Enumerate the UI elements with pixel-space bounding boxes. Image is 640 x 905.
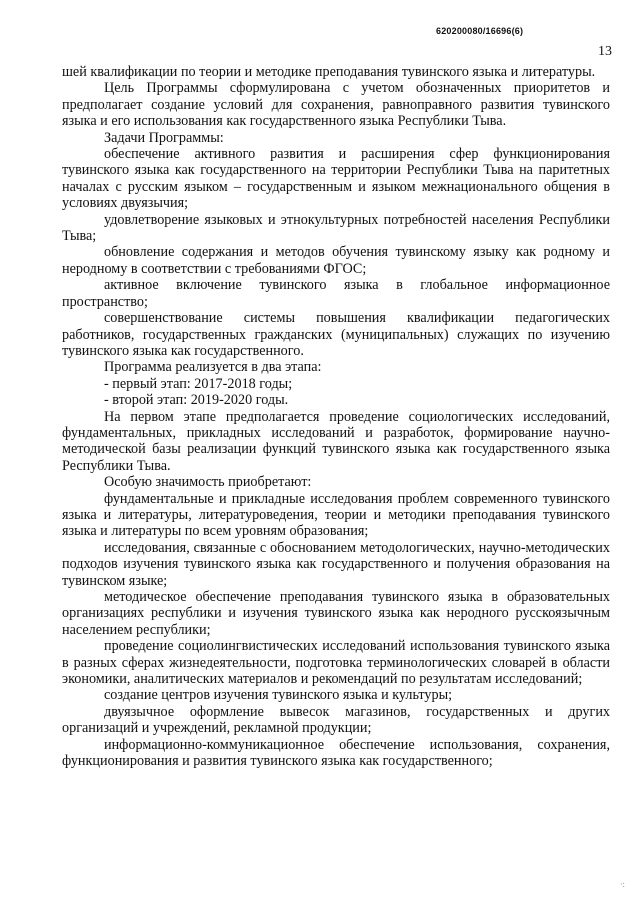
paragraph: На первом этапе предполагается проведение социологических исследований, фундаментальных, прикладных исследований и разработок, формирование научно-методической базы реализации функций тувинского языка как государственного языка Республики Тыва. — [62, 408, 610, 474]
paragraph: исследования, связанные с обоснованием методологических, научно-методических подходов изучения тувинского языка как государственного и получения образования на тувинском языке; — [62, 539, 610, 589]
paragraph: обновление содержания и методов обучения тувинскому языку как родному и неродному в соответствии с требованиями ФГОС; — [62, 244, 610, 277]
paragraph: Цель Программы сформулирована с учетом обозначенных приоритетов и предполагает создание условий для сохранения, равноправного развития тувинского языка и его использования как государственного языка Республики Тыва. — [62, 80, 610, 130]
paragraph: фундаментальные и прикладные исследования проблем современного тувинского языка и литературы, литературоведения, теории и методики преподавания тувинского языка и литературы по всем уровням образования; — [62, 490, 610, 540]
paragraph: обеспечение активного развития и расширения сфер функционирования тувинского языка как государственного на территории Республики Тыва на паритетных началах с русским языком – государственным и языком межнационального общения в условиях двуязычия; — [62, 146, 610, 212]
paragraph: - первый этап: 2017-2018 годы; — [104, 375, 293, 392]
paragraph: удовлетворение языковых и этнокультурных потребностей населения Республики Тыва; — [62, 211, 610, 245]
paragraph: двуязычное оформление вывесок магазинов, государственных и других организаций и учреждений, рекламной продукции; — [62, 703, 610, 737]
document-id: 620200080/16696(6) — [436, 26, 524, 36]
paragraph: шей квалификации по теории и методике преподавания тувинского языка и литературы. — [62, 64, 596, 80]
scan-artifact: ·: — [620, 880, 625, 889]
paragraph: активное включение тувинского языка в глобальное информационное пространство; — [62, 277, 610, 310]
paragraph: информационно-коммуникационное обеспечение использования, сохранения, функционирования и развития тувинского языка как государственного; — [62, 736, 610, 770]
paragraph: совершенствование системы повышения квалификации педагогических работников, государственных гражданских (муниципальных) служащих по изучению тувинского языка как государственного. — [62, 310, 610, 359]
paragraph: Особую значимость приобретают: — [104, 474, 312, 491]
document-body — [62, 64, 610, 769]
paragraph: Задачи Программы: — [104, 129, 224, 146]
paragraph: создание центров изучения тувинского языка и культуры; — [104, 687, 453, 704]
page-number: 13 — [598, 44, 612, 59]
paragraph: проведение социолингвистических исследований использования тувинского языка в разных сферах жизнедеятельности, подготовка терминологических словарей в области экономики, аналитических материалов и рекомендаций по результатам исследований; — [62, 638, 610, 688]
paragraph: методическое обеспечение преподавания тувинского языка в образовательных организациях республики и изучения тувинского языка как неродного русскоязычным населением республики; — [62, 589, 610, 638]
paragraph: Программа реализуется в два этапа: — [104, 359, 322, 376]
paragraph: - второй этап: 2019-2020 годы. — [104, 392, 289, 409]
